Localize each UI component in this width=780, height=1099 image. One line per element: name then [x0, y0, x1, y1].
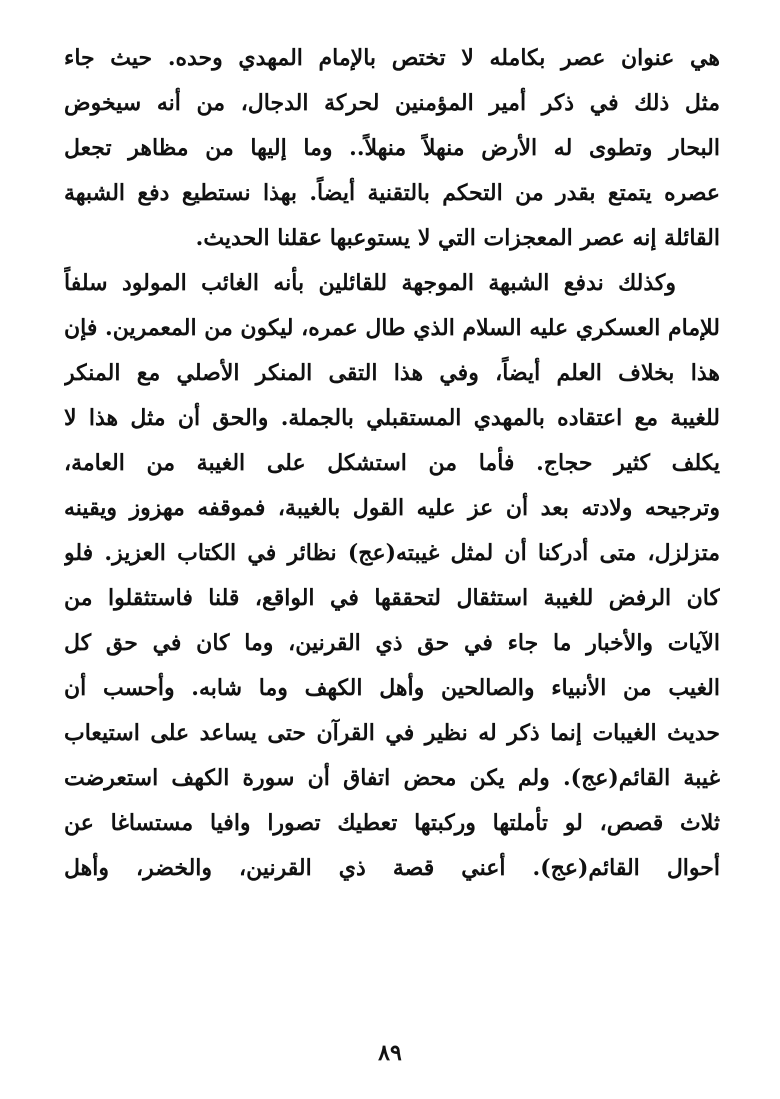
text-line: الغيب من الأنبياء والصالحين وأهل الكهف وما شابه. وأحسب أن	[64, 675, 720, 701]
text-line: أحوال القائم(عج). أعني قصة ذي القرنين، والخضر، وأهل	[64, 855, 720, 881]
text-line: غيبة القائم(عج). ولم يكن محض اتفاق أن سورة الكهف استعرضت	[64, 765, 720, 791]
text-line: وكذلك ندفع الشبهة الموجهة للقائلين بأنه الغائب المولود سلفاً	[64, 270, 676, 296]
text-line: للغيبة مع اعتقاده بالمهدي المستقبلي بالجملة. والحق أن مثل هذا لا	[64, 405, 720, 431]
text-line: القائلة إنه عصر المعجزات التي لا يستوعبها عقلنا الحديث.	[195, 225, 720, 251]
text-line: هي عنوان عصر بكامله لا تختص بالإمام المهدي وحده. حيث جاء	[64, 45, 720, 71]
text-line: يكلف كثير حجاج. فأما من استشكل على الغيبة من العامة،	[64, 450, 720, 476]
text-line: البحار وتطوى له الأرض منهلاً منهلاً.. وما إليها من مظاهر تجعل	[64, 135, 720, 161]
text-line: كان الرفض للغيبة استثقال لتحققها في الواقع، قلنا فاستثقلوا من	[64, 585, 720, 611]
text-line: حديث الغيبات إنما ذكر له نظير في القرآن حتى يساعد على استيعاب	[64, 720, 720, 746]
text-line: عصره يتمتع بقدر من التحكم بالتقنية أيضاً. بهذا نستطيع دفع الشبهة	[64, 180, 720, 206]
text-line: متزلزل، متى أدركنا أن لمثل غيبته(عج) نظائر في الكتاب العزيز. فلو	[64, 540, 720, 566]
page-number: ٨٩	[378, 1040, 402, 1066]
text-line: وترجيحه ولادته بعد أن عز عليه القول بالغيبة، فموقفه مهزوز ويقينه	[64, 495, 720, 521]
text-line: الآيات والأخبار ما جاء في حق ذي القرنين، وما كان في حق كل	[64, 630, 720, 656]
text-line: هذا بخلاف العلم أيضاً، وفي هذا التقى المنكر الأصلي مع المنكر	[64, 360, 720, 386]
paragraph-2	[64, 261, 720, 891]
text-line: مثل ذلك في ذكر أمير المؤمنين لحركة الدجال، من أنه سيخوض	[64, 90, 720, 116]
text-line: للإمام العسكري عليه السلام الذي طال عمره، ليكون من المعمرين. فإن	[64, 315, 720, 341]
body-text	[64, 36, 720, 891]
text-line: ثلاث قصص، لو تأملتها وركبتها تعطيك تصورا وافيا مستساغا عن	[64, 810, 720, 836]
paragraph-1	[64, 36, 720, 261]
